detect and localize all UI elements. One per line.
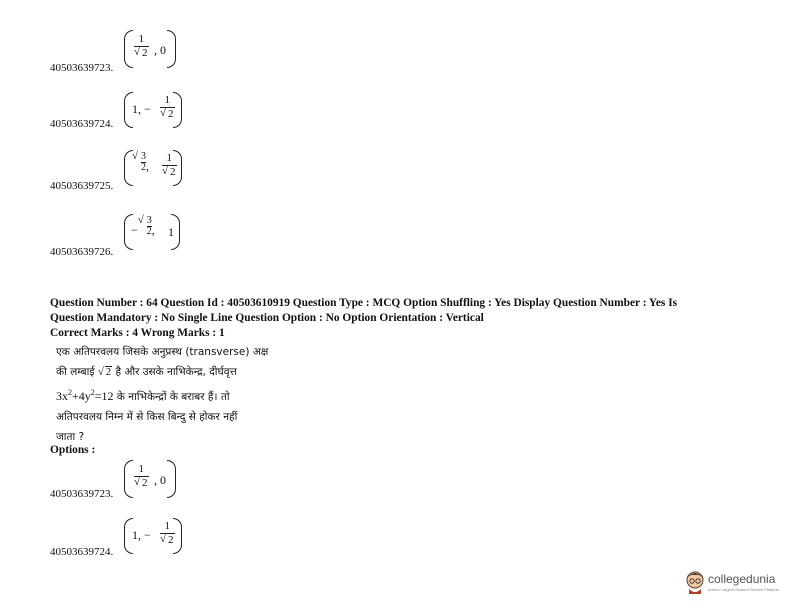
option-expression: 1, − 1 √ 2 [124, 518, 182, 554]
option-expression: − √ $\frac{3}{2}$ , 1 [124, 214, 180, 250]
option-id: 40503639725. [50, 180, 114, 192]
option-id: 40503639723. [50, 488, 114, 500]
options-label: Options : [50, 444, 96, 456]
option-id: 40503639726. [50, 246, 114, 258]
question-marks: Correct Marks : 4 Wrong Marks : 1 [50, 327, 225, 339]
option-expression: 1 √ 2 , 0 [124, 30, 176, 68]
option-expression: 1 √ 2 , 0 [124, 460, 176, 498]
mascot-icon [684, 569, 706, 595]
option-expression: √ $\frac{3}{2}$ , 1 √ 2 [124, 150, 182, 186]
question-meta-line1: Question Number : 64 Question Id : 40503610919 Question Type : MCQ Option Shuffling : Yes Display Question Number : Yes Is [50, 297, 678, 309]
option-id: 40503639723. [50, 62, 114, 74]
option-expression: 1, − 1 √ 2 [124, 92, 182, 128]
option-id: 40503639724. [50, 118, 114, 130]
option-id: 40503639724. [50, 546, 114, 558]
question-text: एक अतिपरवलय जिसके अनुप्रस्थ (transverse) अक्ष की लम्बाई √ 2 है और उसके नाभिकेन्द्र, दीर्घवृत्त $3x^2+4y^2=12$ के नाभिकेन्द्रों के बराबर हैं। तो अतिपरवलय निम्न में से किस बिन्दु से होकर नहीं जाता ? [56, 342, 316, 447]
question-meta-line2: Question Mandatory : No Single Line Question Option : No Option Orientation : Vertical [50, 312, 484, 324]
collegedunia-logo: collegedunia India's Largest Student Review Platform [684, 567, 792, 597]
